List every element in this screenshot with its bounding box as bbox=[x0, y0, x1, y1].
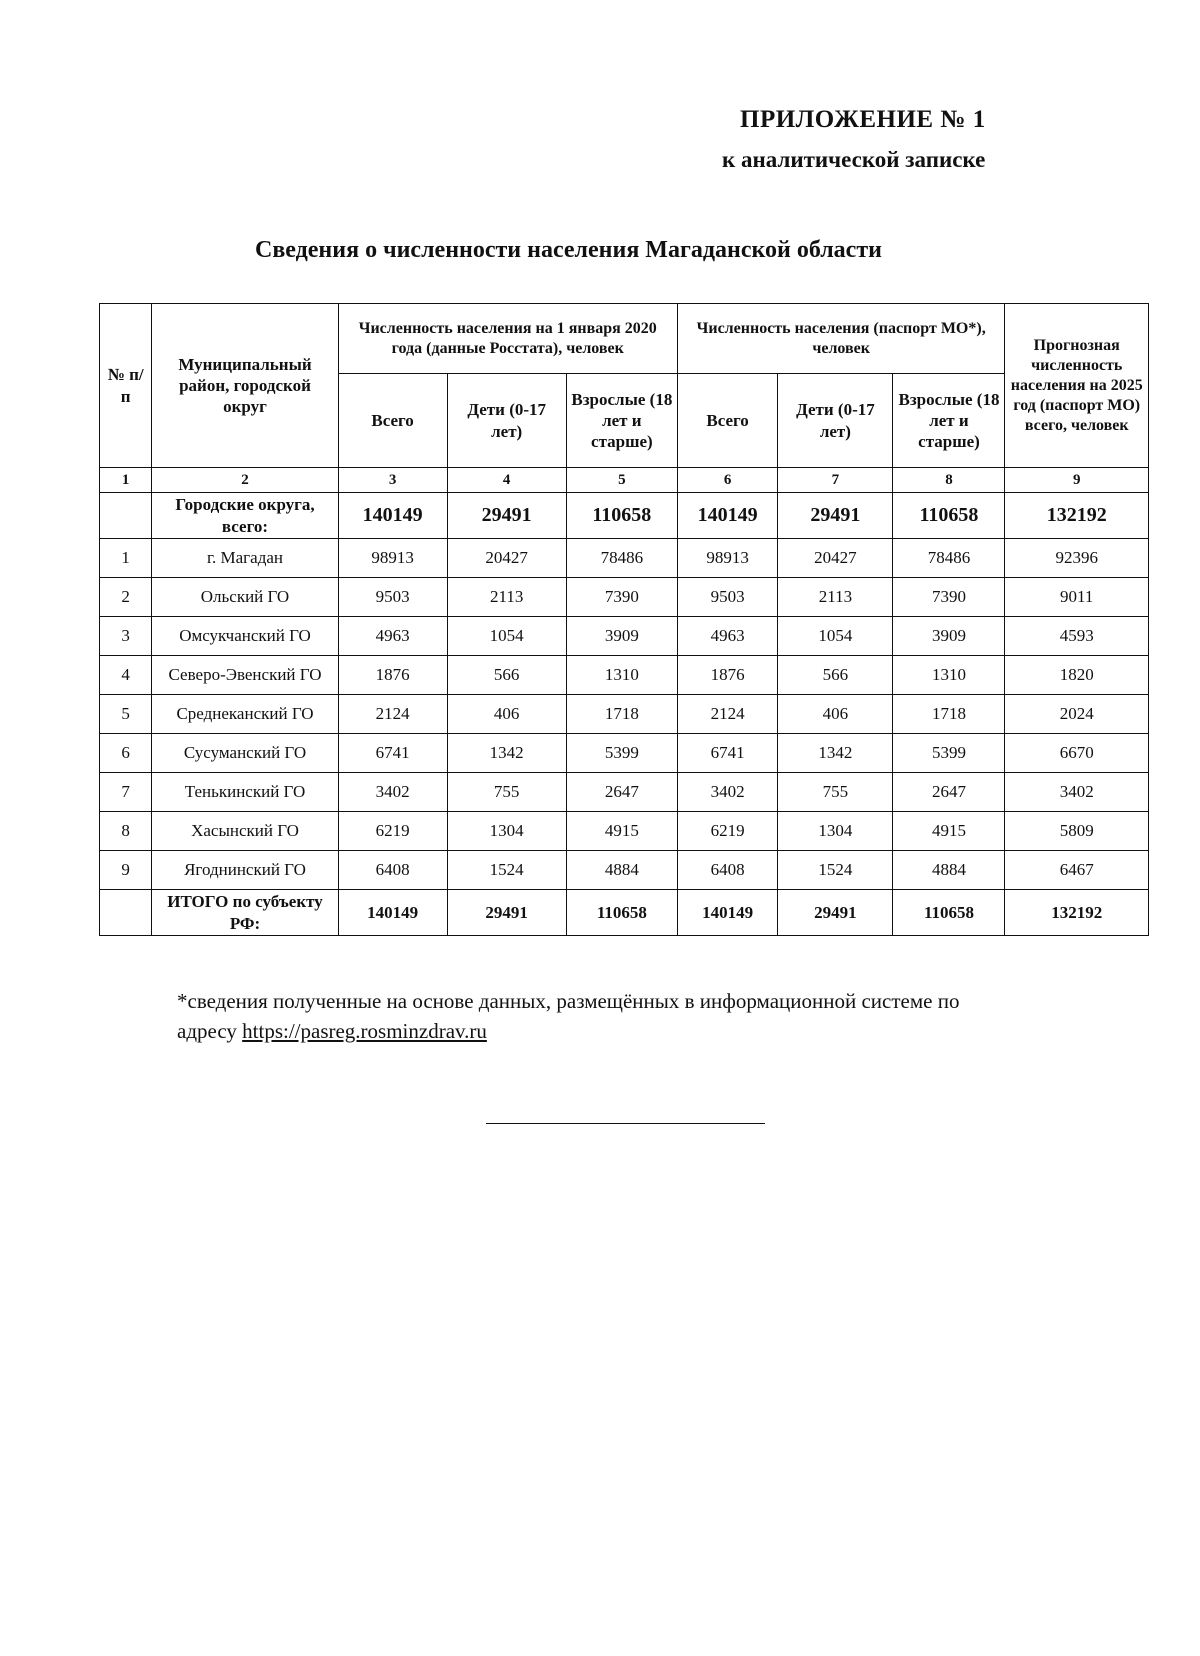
row-value: 4884 bbox=[566, 851, 677, 890]
row-value: 2113 bbox=[447, 578, 566, 617]
row-value: 9503 bbox=[677, 578, 777, 617]
row-value: 98913 bbox=[338, 539, 447, 578]
row-value: 566 bbox=[447, 656, 566, 695]
subtotal-value: 29491 bbox=[447, 493, 566, 539]
total-value: 29491 bbox=[778, 890, 893, 936]
column-number: 5 bbox=[566, 468, 677, 493]
header-rosstat-total: Всего bbox=[338, 374, 447, 468]
row-num: 7 bbox=[100, 773, 152, 812]
row-value: 1876 bbox=[677, 656, 777, 695]
table-row bbox=[100, 812, 1149, 851]
row-value: 1820 bbox=[1005, 656, 1149, 695]
row-value: 92396 bbox=[1005, 539, 1149, 578]
row-value: 20427 bbox=[778, 539, 893, 578]
row-num: 2 bbox=[100, 578, 152, 617]
row-value: 5399 bbox=[893, 734, 1005, 773]
row-value: 2113 bbox=[778, 578, 893, 617]
row-value: 5399 bbox=[566, 734, 677, 773]
header-num: № п/п bbox=[100, 304, 152, 468]
footnote-text: *сведения полученные на основе данных, размещённых в информационной системе по адресу bbox=[177, 989, 960, 1044]
row-value: 755 bbox=[447, 773, 566, 812]
row-value: 1524 bbox=[447, 851, 566, 890]
row-value: 2024 bbox=[1005, 695, 1149, 734]
header-passport-adults: Взрослые (18 лет и старше) bbox=[893, 374, 1005, 468]
row-value: 4963 bbox=[677, 617, 777, 656]
subtotal-value: 140149 bbox=[338, 493, 447, 539]
column-number: 3 bbox=[338, 468, 447, 493]
row-value: 2124 bbox=[677, 695, 777, 734]
row-value: 1310 bbox=[893, 656, 1005, 695]
row-name: Ольский ГО bbox=[152, 578, 338, 617]
column-number: 9 bbox=[1005, 468, 1149, 493]
row-value: 1524 bbox=[778, 851, 893, 890]
table-row bbox=[100, 773, 1149, 812]
header-rosstat-children: Дети (0-17 лет) bbox=[447, 374, 566, 468]
column-number: 7 bbox=[778, 468, 893, 493]
row-value: 2124 bbox=[338, 695, 447, 734]
row-value: 6467 bbox=[1005, 851, 1149, 890]
table-row bbox=[100, 695, 1149, 734]
total-label: ИТОГО по субъекту РФ: bbox=[152, 890, 338, 936]
column-number: 2 bbox=[152, 468, 338, 493]
row-value: 4915 bbox=[893, 812, 1005, 851]
subtotal-value: 110658 bbox=[893, 493, 1005, 539]
column-number-row bbox=[100, 468, 1149, 493]
row-name: Тенькинский ГО bbox=[152, 773, 338, 812]
row-name: Омсукчанский ГО bbox=[152, 617, 338, 656]
row-value: 9011 bbox=[1005, 578, 1149, 617]
footnote bbox=[177, 986, 977, 1047]
row-value: 566 bbox=[778, 656, 893, 695]
row-value: 4593 bbox=[1005, 617, 1149, 656]
document-title: Сведения о численности населения Магаданской области bbox=[255, 237, 882, 263]
row-num: 3 bbox=[100, 617, 152, 656]
row-num: 6 bbox=[100, 734, 152, 773]
subtotal-row bbox=[100, 493, 1149, 539]
row-value: 1342 bbox=[778, 734, 893, 773]
row-value: 6219 bbox=[677, 812, 777, 851]
row-value: 1718 bbox=[893, 695, 1005, 734]
header-rosstat-group: Численность населения на 1 января 2020 года (данные Росстата), человек bbox=[338, 304, 677, 374]
total-row bbox=[100, 890, 1149, 936]
subtotal-value: 110658 bbox=[566, 493, 677, 539]
row-value: 1876 bbox=[338, 656, 447, 695]
row-value: 1718 bbox=[566, 695, 677, 734]
row-value: 755 bbox=[778, 773, 893, 812]
row-value: 3402 bbox=[1005, 773, 1149, 812]
total-value: 110658 bbox=[893, 890, 1005, 936]
row-value: 78486 bbox=[893, 539, 1005, 578]
column-number: 4 bbox=[447, 468, 566, 493]
row-value: 20427 bbox=[447, 539, 566, 578]
end-rule bbox=[486, 1123, 765, 1124]
row-value: 1304 bbox=[447, 812, 566, 851]
row-value: 6741 bbox=[338, 734, 447, 773]
row-name: Сусуманский ГО bbox=[152, 734, 338, 773]
appendix-subtitle: к аналитической записке bbox=[722, 147, 986, 172]
header-passport-group: Численность населения (паспорт МО*), человек bbox=[677, 304, 1005, 374]
header-forecast: Прогнозная численность населения на 2025 год (паспорт МО) всего, человек bbox=[1005, 304, 1149, 468]
population-table bbox=[99, 303, 1149, 936]
row-value: 406 bbox=[778, 695, 893, 734]
appendix-title: ПРИЛОЖЕНИЕ № 1 bbox=[740, 106, 986, 133]
total-value: 140149 bbox=[338, 890, 447, 936]
row-value: 7390 bbox=[893, 578, 1005, 617]
table-row bbox=[100, 734, 1149, 773]
subtotal-value: 132192 bbox=[1005, 493, 1149, 539]
row-value: 7390 bbox=[566, 578, 677, 617]
row-value: 1054 bbox=[447, 617, 566, 656]
subtotal-num bbox=[100, 493, 152, 539]
row-value: 3402 bbox=[677, 773, 777, 812]
row-value: 78486 bbox=[566, 539, 677, 578]
row-num: 8 bbox=[100, 812, 152, 851]
row-value: 6408 bbox=[338, 851, 447, 890]
row-value: 6670 bbox=[1005, 734, 1149, 773]
row-num: 9 bbox=[100, 851, 152, 890]
row-value: 6408 bbox=[677, 851, 777, 890]
row-value: 1310 bbox=[566, 656, 677, 695]
row-value: 2647 bbox=[566, 773, 677, 812]
table-row bbox=[100, 851, 1149, 890]
row-num: 5 bbox=[100, 695, 152, 734]
row-value: 6219 bbox=[338, 812, 447, 851]
header-municipality: Муниципальный район, городской округ bbox=[152, 304, 338, 468]
header-passport-children: Дети (0-17 лет) bbox=[778, 374, 893, 468]
column-number: 8 bbox=[893, 468, 1005, 493]
subtotal-label: Городские округа, всего: bbox=[152, 493, 338, 539]
row-value: 2647 bbox=[893, 773, 1005, 812]
total-value: 29491 bbox=[447, 890, 566, 936]
row-value: 1342 bbox=[447, 734, 566, 773]
row-value: 1054 bbox=[778, 617, 893, 656]
row-num: 1 bbox=[100, 539, 152, 578]
subtotal-value: 29491 bbox=[778, 493, 893, 539]
total-value: 110658 bbox=[566, 890, 677, 936]
column-number: 6 bbox=[677, 468, 777, 493]
table-row bbox=[100, 617, 1149, 656]
row-name: Ягоднинский ГО bbox=[152, 851, 338, 890]
row-value: 4963 bbox=[338, 617, 447, 656]
header-passport-total: Всего bbox=[677, 374, 777, 468]
row-value: 5809 bbox=[1005, 812, 1149, 851]
total-value: 140149 bbox=[677, 890, 777, 936]
row-name: г. Магадан bbox=[152, 539, 338, 578]
row-value: 9503 bbox=[338, 578, 447, 617]
footnote-link[interactable]: https://pasreg.rosminzdrav.ru bbox=[242, 1019, 487, 1044]
row-value: 3402 bbox=[338, 773, 447, 812]
row-value: 406 bbox=[447, 695, 566, 734]
table-row bbox=[100, 539, 1149, 578]
table-row bbox=[100, 578, 1149, 617]
row-value: 4884 bbox=[893, 851, 1005, 890]
table-row bbox=[100, 656, 1149, 695]
row-name: Хасынский ГО bbox=[152, 812, 338, 851]
row-name: Северо-Эвенский ГО bbox=[152, 656, 338, 695]
column-number: 1 bbox=[100, 468, 152, 493]
total-value: 132192 bbox=[1005, 890, 1149, 936]
row-value: 98913 bbox=[677, 539, 777, 578]
row-value: 3909 bbox=[566, 617, 677, 656]
row-name: Среднеканский ГО bbox=[152, 695, 338, 734]
total-num bbox=[100, 890, 152, 936]
row-value: 4915 bbox=[566, 812, 677, 851]
header-rosstat-adults: Взрослые (18 лет и старше) bbox=[566, 374, 677, 468]
row-value: 6741 bbox=[677, 734, 777, 773]
row-num: 4 bbox=[100, 656, 152, 695]
row-value: 3909 bbox=[893, 617, 1005, 656]
row-value: 1304 bbox=[778, 812, 893, 851]
subtotal-value: 140149 bbox=[677, 493, 777, 539]
